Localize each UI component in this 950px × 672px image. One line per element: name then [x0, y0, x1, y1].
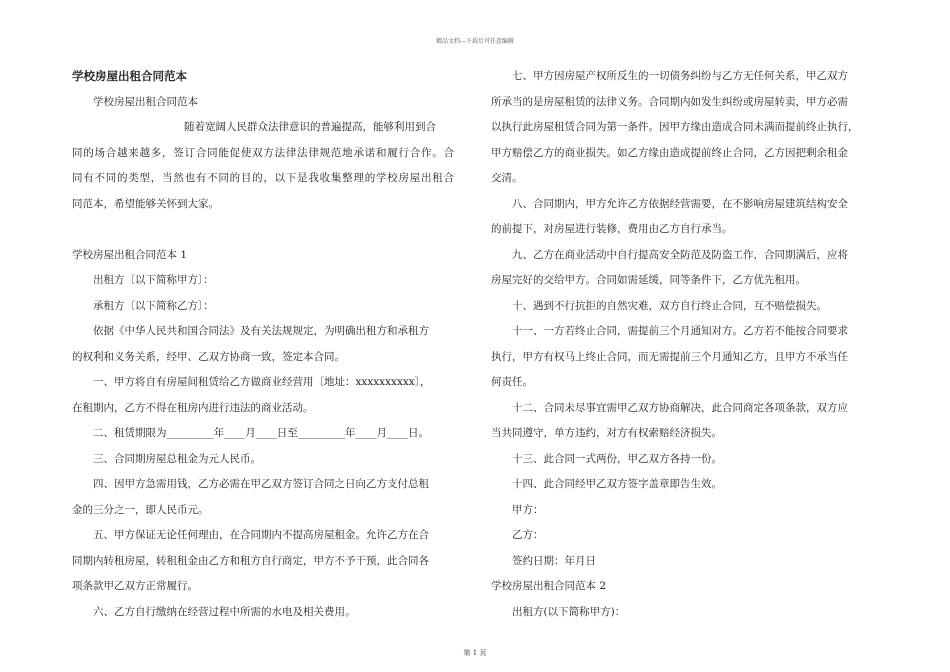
section-heading: 学校房屋出租合同范本 1 — [72, 248, 188, 261]
paragraph-line: 同期内转租房屋，转租租金由乙方和租方自行商定，甲方不予干预，此合同各 — [72, 554, 429, 567]
paragraph-line: 以执行此房屋租赁合同为第一条件。因甲方缘由造成合同未满而提前终止执行， — [491, 121, 859, 133]
paragraph-line: 十四、此合同经甲乙双方签字盖章即告生效。 — [512, 478, 722, 490]
paragraph-line: 金的三分之一，即人民币元。 — [72, 503, 209, 516]
paragraph-line: 出租方(以下简称甲方)： — [512, 605, 626, 618]
paragraph-line: 同范本，希望能够关怀到大家。 — [72, 197, 219, 210]
paragraph-line: 随着宽阔人民群众法律意识的普遍提高，能够利用到合 — [184, 121, 436, 133]
page-footer: 第 1 页 — [463, 649, 487, 657]
paragraph-line: 承租方〔以下简称乙方〕： — [93, 299, 214, 312]
subtitle: 学校房屋出租合同范本 — [93, 95, 198, 108]
blank-line — [72, 217, 454, 243]
section-heading: 学校房屋出租合同范本 2 — [491, 580, 607, 592]
paragraph-line: 八、合同期内，甲方允许乙方依据经营需要，在不影响房屋建筑结构安全 — [512, 197, 848, 210]
paragraph-line: 当共同遵守，单方违约，对方有权索赔经济损失。 — [491, 427, 722, 439]
page-header: 精品文档---下载后可任意编辑 — [435, 38, 515, 45]
paragraph-line: 五、甲方保证无论任何理由，在合同期内不提高房屋租金。允许乙方在合 — [93, 529, 429, 541]
paragraph-line: 交清。 — [491, 172, 523, 184]
right-column — [491, 64, 873, 625]
paragraph-line: 项条款甲乙双方正常履行。 — [72, 580, 198, 592]
left-column — [72, 64, 454, 625]
paragraph-line: 出租方〔以下简称甲方〕： — [93, 274, 214, 286]
paragraph-line: 十一、一方若终止合同，需提前三个月通知对方。乙方若不能按合同要求 — [512, 325, 848, 337]
paragraph-line: 六、乙方自行缴纳在经营过程中所需的水电及相关费用。 — [93, 605, 356, 618]
paragraph-line: 三、合同期房屋总租金为元人民币。 — [93, 452, 261, 465]
paragraph-line: 何责任。 — [491, 376, 533, 388]
paragraph-line: 在租期内，乙方不得在租房内进行违法的商业活动。 — [72, 401, 314, 414]
paragraph-line: 十二、合同未尽事宜需甲乙双方协商解决，此合同商定各项条款，双方应 — [512, 401, 848, 414]
paragraph-line: 十、遇到不行抗拒的自然灾难，双方自行终止合同，互不赔偿损失。 — [512, 299, 827, 312]
paragraph-line: 的前提下，对房屋进行装修，费用由乙方自行承当。 — [491, 223, 733, 235]
paragraph-line: 九、乙方在商业活动中自行提高安全防范及防盗工作，合同期满后，应将 — [512, 248, 848, 261]
paragraph-line: 甲方赔偿乙方的商业损失。如乙方缘由造成提前终止合同，乙方因把剩余租金 — [491, 146, 848, 159]
paragraph-line: 一、甲方将自有房屋间租赁给乙方做商业经营用〔地址：xxxxxxxxxx〕， — [93, 376, 431, 388]
paragraph-line: 四、因甲方急需用钱，乙方必需在甲乙双方签订合同之日向乙方支付总租 — [93, 478, 429, 490]
paragraph-line: 七、甲方因房屋产权所反生的一切债务纠纷与乙方无任何关系，甲乙双方 — [512, 70, 848, 82]
paragraph-line: 执行，甲方有权马上终止合同，而无需提前三个月通知乙方，且甲方不承当任 — [491, 350, 848, 363]
signature-field-party-b: 乙方： — [512, 529, 544, 541]
paragraph-line: 十三、此合同一式两份，甲乙双方各持一份。 — [512, 452, 722, 465]
paragraph-line: 依据《中华人民共和国合同法》及有关法规规定，为明确出租方和承租方 — [93, 325, 429, 337]
paragraph-line: 同的场合越来越多，签订合同能促使双方法律法律规范地承诺和履行合作。合 — [72, 146, 454, 159]
paragraph-line: 同有不同的类型，当然也有不同的目的，以下是我收集整理的学校房屋出租合 — [72, 172, 454, 184]
signing-date-field: 签约日期：年月日 — [512, 554, 596, 567]
document-title: 学校房屋出租合同范本 — [72, 69, 187, 83]
signature-field-party-a: 甲方： — [512, 503, 544, 516]
paragraph-line: 的权利和义务关系，经甲、乙双方协商一致，签定本合同。 — [72, 350, 345, 363]
paragraph-line: 房屋完好的交给甲方。合同如需延缓，同等条件下，乙方优先租用。 — [491, 274, 806, 286]
paragraph-line: 二、租赁期限为_________年____月____日至_________年____月____日。 — [93, 427, 429, 439]
paragraph-line: 所承当的是房屋租赁的法律义务。合同期内如发生纠纷或房屋转卖，甲方必需 — [491, 95, 848, 108]
